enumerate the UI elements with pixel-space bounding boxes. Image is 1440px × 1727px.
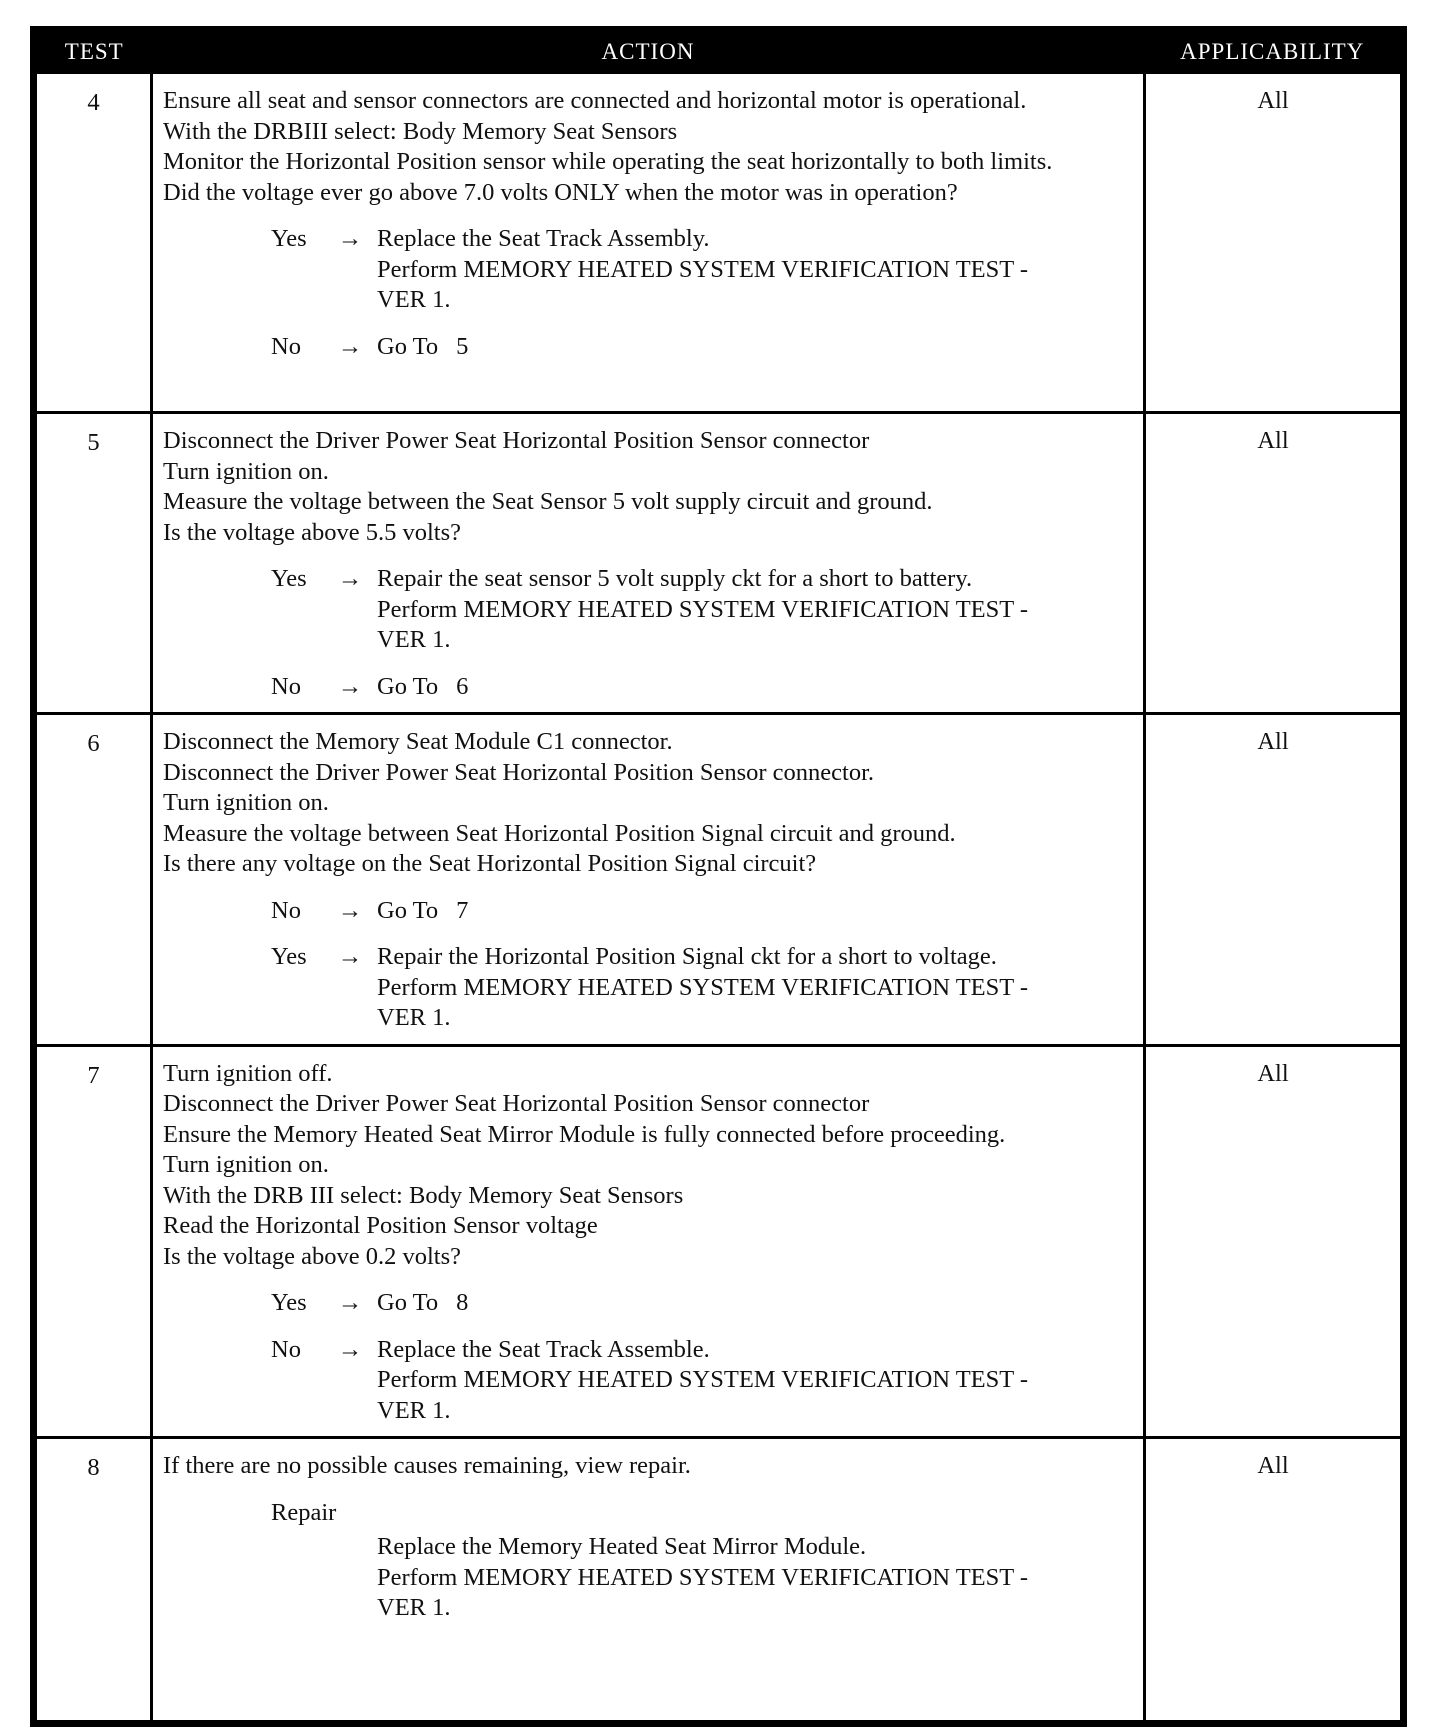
right-arrow-icon: → — [337, 332, 363, 360]
outcome-result — [377, 1335, 1135, 1427]
action-step: Measure the voltage between the Seat Sensor 5 volt supply circuit and ground. — [163, 488, 933, 515]
outcome-answer: Yes — [271, 225, 307, 252]
applicability-value: All — [1145, 714, 1404, 1046]
test-action-cell — [152, 714, 1145, 1046]
diagnostic-test-table — [30, 26, 1407, 1727]
right-arrow-icon: → — [337, 1289, 363, 1316]
outcome-line: Perform MEMORY HEATED SYSTEM VERIFICATION TEST - — [377, 973, 1029, 1001]
header-applicability: APPLICABILITY — [1145, 30, 1404, 73]
outcome-line: Perform MEMORY HEATED SYSTEM VERIFICATION TEST - — [377, 595, 1029, 623]
outcome-yes — [271, 1288, 1135, 1319]
outcome-result — [377, 896, 1135, 927]
outcome-answer: No — [271, 672, 301, 700]
outcome-yes — [271, 942, 1135, 1034]
goto-target: 6 — [456, 672, 469, 700]
action-step: If there are no possible causes remaining, view repair. — [163, 1452, 691, 1479]
action-step: Disconnect the Driver Power Seat Horizontal Position Sensor connector. — [163, 758, 875, 786]
outcome-result — [377, 224, 1135, 316]
right-arrow-icon: → — [337, 943, 363, 970]
test-number: 7 — [34, 1045, 152, 1438]
test-row-8 — [34, 1438, 1404, 1724]
applicability-value: All — [1145, 1045, 1404, 1438]
outcome-line: VER 1. — [377, 286, 451, 313]
goto-target: 8 — [456, 1289, 469, 1316]
outcome-line: Perform MEMORY HEATED SYSTEM VERIFICATION TEST - — [377, 1366, 1029, 1393]
test-action-cell — [152, 1045, 1145, 1438]
test-number: 5 — [34, 413, 152, 714]
goto-target: 5 — [456, 332, 469, 360]
applicability-value: All — [1145, 1438, 1404, 1724]
outcome-no — [271, 896, 1135, 927]
outcome-result — [377, 1288, 1135, 1319]
right-arrow-icon: → — [337, 672, 363, 700]
outcome-answer: No — [271, 1335, 301, 1363]
right-arrow-icon: → — [337, 565, 363, 592]
action-step: Disconnect the Driver Power Seat Horizontal Position Sensor connector — [163, 1090, 870, 1117]
repair-line: Perform MEMORY HEATED SYSTEM VERIFICATION TEST - — [377, 1563, 1029, 1591]
action-step: Ensure all seat and sensor connectors are connected and horizontal motor is operational. — [163, 87, 1027, 114]
test-action-cell — [152, 1438, 1145, 1724]
test-number: 8 — [34, 1438, 152, 1724]
outcome-line: VER 1. — [377, 626, 451, 653]
test-row-4 — [34, 73, 1404, 413]
outcome-line: Repair the Horizontal Position Signal ckt for a short to voltage. — [377, 943, 997, 970]
outcome-yes — [271, 564, 1135, 656]
test-row-5 — [34, 413, 1404, 714]
outcome-result — [377, 672, 1135, 703]
right-arrow-icon: → — [337, 1335, 363, 1363]
action-step: Is the voltage above 0.2 volts? — [163, 1242, 462, 1270]
action-step: Ensure the Memory Heated Seat Mirror Module is fully connected before proceeding. — [163, 1120, 1006, 1148]
action-step: Disconnect the Memory Seat Module C1 connector. — [163, 728, 673, 755]
outcome-line: Replace the Seat Track Assemble. — [377, 1335, 710, 1363]
outcome-line: Repair the seat sensor 5 volt supply ckt for a short to battery. — [377, 565, 973, 592]
header-test: TEST — [34, 30, 152, 73]
test-row-7 — [34, 1045, 1404, 1438]
outcome-line: VER 1. — [377, 1396, 451, 1424]
outcome-result — [377, 564, 1135, 656]
goto-label: Go To — [377, 332, 439, 360]
repair-line: VER 1. — [377, 1594, 451, 1621]
applicability-value: All — [1145, 413, 1404, 714]
outcome-no — [271, 672, 1135, 703]
repair-line: Replace the Memory Heated Seat Mirror Module. — [377, 1533, 867, 1560]
action-step: With the DRB III select: Body Memory Seat Sensors — [163, 1181, 684, 1209]
goto-label: Go To — [377, 1289, 439, 1316]
action-step: Turn ignition on. — [163, 457, 329, 485]
outcome-answer: Yes — [271, 943, 307, 970]
applicability-value: All — [1145, 73, 1404, 413]
right-arrow-icon: → — [337, 225, 363, 252]
outcome-line: Perform MEMORY HEATED SYSTEM VERIFICATION TEST - — [377, 255, 1029, 283]
header-action: ACTION — [152, 30, 1145, 73]
test-action-cell — [152, 413, 1145, 714]
outcome-result — [377, 332, 1135, 363]
outcome-no — [271, 332, 1135, 363]
action-step: With the DRBIII select: Body Memory Seat Sensors — [163, 117, 678, 145]
goto-label: Go To — [377, 896, 439, 924]
outcome-answer: Yes — [271, 565, 307, 592]
action-step: Turn ignition on. — [163, 1151, 329, 1178]
outcome-answer: No — [271, 332, 301, 360]
test-number: 6 — [34, 714, 152, 1046]
action-step: Did the voltage ever go above 7.0 volts ONLY when the motor was in operation? — [163, 178, 958, 206]
action-step: Turn ignition off. — [163, 1059, 333, 1087]
table-header-row — [34, 30, 1404, 73]
test-action-cell — [152, 73, 1145, 413]
goto-label: Go To — [377, 672, 439, 700]
action-step: Turn ignition on. — [163, 789, 329, 816]
outcome-line: Replace the Seat Track Assembly. — [377, 225, 710, 252]
outcome-yes — [271, 224, 1135, 316]
action-step: Measure the voltage between Seat Horizontal Position Signal circuit and ground. — [163, 819, 956, 847]
right-arrow-icon: → — [337, 896, 363, 924]
diagnostic-procedure-sheet — [30, 26, 1400, 1652]
outcome-no — [271, 1335, 1135, 1427]
action-step: Disconnect the Driver Power Seat Horizontal Position Sensor connector — [163, 427, 870, 454]
action-step: Read the Horizontal Position Sensor voltage — [163, 1212, 598, 1239]
outcome-line: VER 1. — [377, 1004, 451, 1031]
repair-instructions — [377, 1532, 1135, 1624]
outcome-answer: No — [271, 896, 301, 924]
outcome-answer: Yes — [271, 1289, 307, 1316]
test-row-6 — [34, 714, 1404, 1046]
action-step: Is the voltage above 5.5 volts? — [163, 518, 462, 546]
outcome-result — [377, 942, 1135, 1034]
test-number: 4 — [34, 73, 152, 413]
action-step: Is there any voltage on the Seat Horizontal Position Signal circuit? — [163, 850, 817, 877]
repair-label: Repair — [271, 1498, 337, 1526]
action-step: Monitor the Horizontal Position sensor while operating the seat horizontally to both limits. — [163, 148, 1053, 175]
goto-target: 7 — [456, 896, 469, 924]
